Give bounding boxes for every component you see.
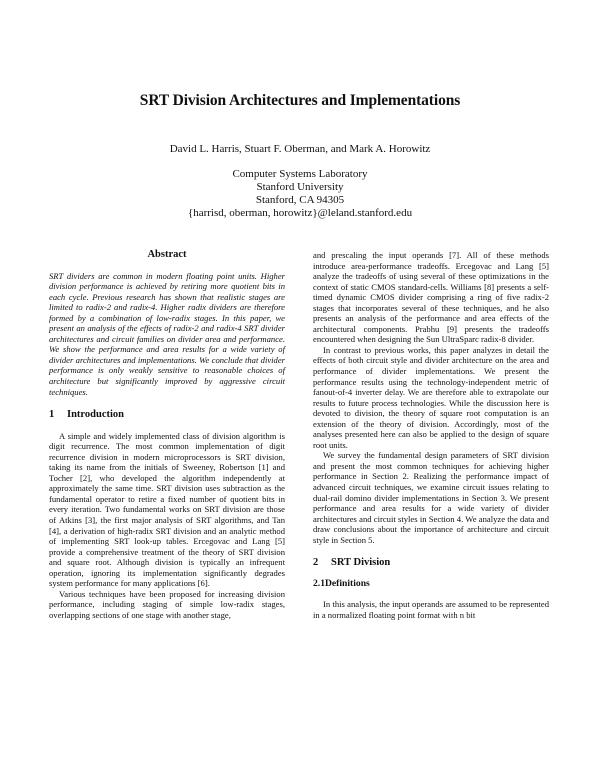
abstract-text: SRT dividers are common in modern floating point units. Higher division performance is achieved by retiring more quotient bits in each cycle. Previous research has shown that realistic stages are limited to radix-2 and radix-4. Higher radix dividers are therefore formed by a combination of low-radix stages. In this paper, we present an analysis of the effects of radix-2 and radix-4 SRT divider architectures and circuit families on divider area and performance. We show the performance and area results for a wide variety of divider architectures and implementations. We conclude that divider performance is only weakly sensitive to reasonable choices of architecture but significantly improved by aggressive circuit techniques. xyxy=(49,270,285,397)
affiliation-email: {harrisd, oberman, horowitz}@leland.stanford.edu xyxy=(187,207,413,219)
abstract-heading: Abstract xyxy=(147,249,187,260)
affiliation-address: Stanford, CA 94305 xyxy=(255,194,345,206)
intro-paragraph-3: In contrast to previous works, this paper analyzes in detail the effects of both circuit style and divider architecture on the area and performance of divider implementations. We present the performance results using the technology-independent metric of fanout-of-4 inverter delay. We are therefore able to extrapolate our results to future process technologies. While the discussion here is devoted to division, the theory of square root computation is an extension of the theory of division. Accordingly, most of the analyses presented here can also be applied to the design of square root units. xyxy=(313,344,549,450)
subsection-2-1-title: Definitions xyxy=(325,577,370,589)
intro-paragraph-4: We survey the fundamental design parameters of SRT division and present the most common techniques for achieving higher performance in Section 2. Realizing the performance impact of advanced circuit techniques, we examine circuit issues relating to dual-rail domino divider implementations in Section 3. We present performance and area results for a wide variety of divider architectures and circuit styles in Section 4. We analyze the data and draw conclusions about the importance of architecture and circuit style in Section 5. xyxy=(313,450,549,545)
author-list: David L. Harris, Stuart F. Oberman, and Mark A. Horowitz xyxy=(169,143,431,155)
section-1-title: Introduction xyxy=(67,409,124,421)
right-column xyxy=(313,250,549,621)
affiliation-lab: Computer Systems Laboratory xyxy=(232,168,368,180)
section-2-heading xyxy=(313,558,549,569)
definitions-paragraph-1: In this analysis, the input operands are assumed to be represented in a normalized floating point format with n bit xyxy=(313,599,549,620)
section-2-title: SRT Division xyxy=(331,557,391,569)
section-1-number: 1 xyxy=(49,409,55,421)
affiliation-block xyxy=(0,168,600,220)
section-2-number: 2 xyxy=(313,557,319,569)
paper-title: SRT Division Architectures and Implementations xyxy=(139,92,461,109)
affiliation-university: Stanford University xyxy=(256,181,344,193)
intro-paragraph-2: Various techniques have been proposed for increasing division performance, including staging of simple low-radix stages, overlapping sections of one stage with another stage, xyxy=(49,588,285,620)
section-1-heading xyxy=(49,410,285,421)
subsection-2-1-heading xyxy=(313,579,549,590)
intro-paragraph-1: A simple and widely implemented class of division algorithm is digit recurrence. The most common implementation of digit recurrence division in modern microprocessors is SRT division, taking its name from the initials of Sweeney, Robertson [1] and Tocher [2], who developed the algorithm independently at approximately the same time. SRT division uses subtraction as the fundamental operator to retire a fixed number of quotient bits in every iteration. Two fundamental works on SRT division are those of Atkins [3], the first major analysis of SRT algorithms, and Tan [4], a derivation of high-radix SRT division and an analytic method of implementing SRT look-up tables. Ercegovac and Lang [5] provide a comprehensive treatment of the theory of SRT division and square root. Although division is typically an infrequent operation, ignoring its implementation significantly degrades system performance for many applications [6]. xyxy=(49,430,285,589)
intro-paragraph-2-continued: and prescaling the input operands [7]. All of these methods introduce area-performance tradeoffs. Ercegovac and Lang [5] analyze the tradeoffs of using several of these optimizations in the context of static CMOS standard-cells. Williams [8] presents a self-timed dynamic CMOS divider comprising a ring of five radix-2 stages that incorporates several of these techniques, and he also presents an analysis of the performance and area effects of the architectural components. Prabhu [9] presents the tradeoffs encountered when designing the Sun UltraSparc radix-8 divider. xyxy=(313,250,549,345)
subsection-2-1-number: 2.1 xyxy=(313,577,325,589)
left-column xyxy=(49,250,285,621)
